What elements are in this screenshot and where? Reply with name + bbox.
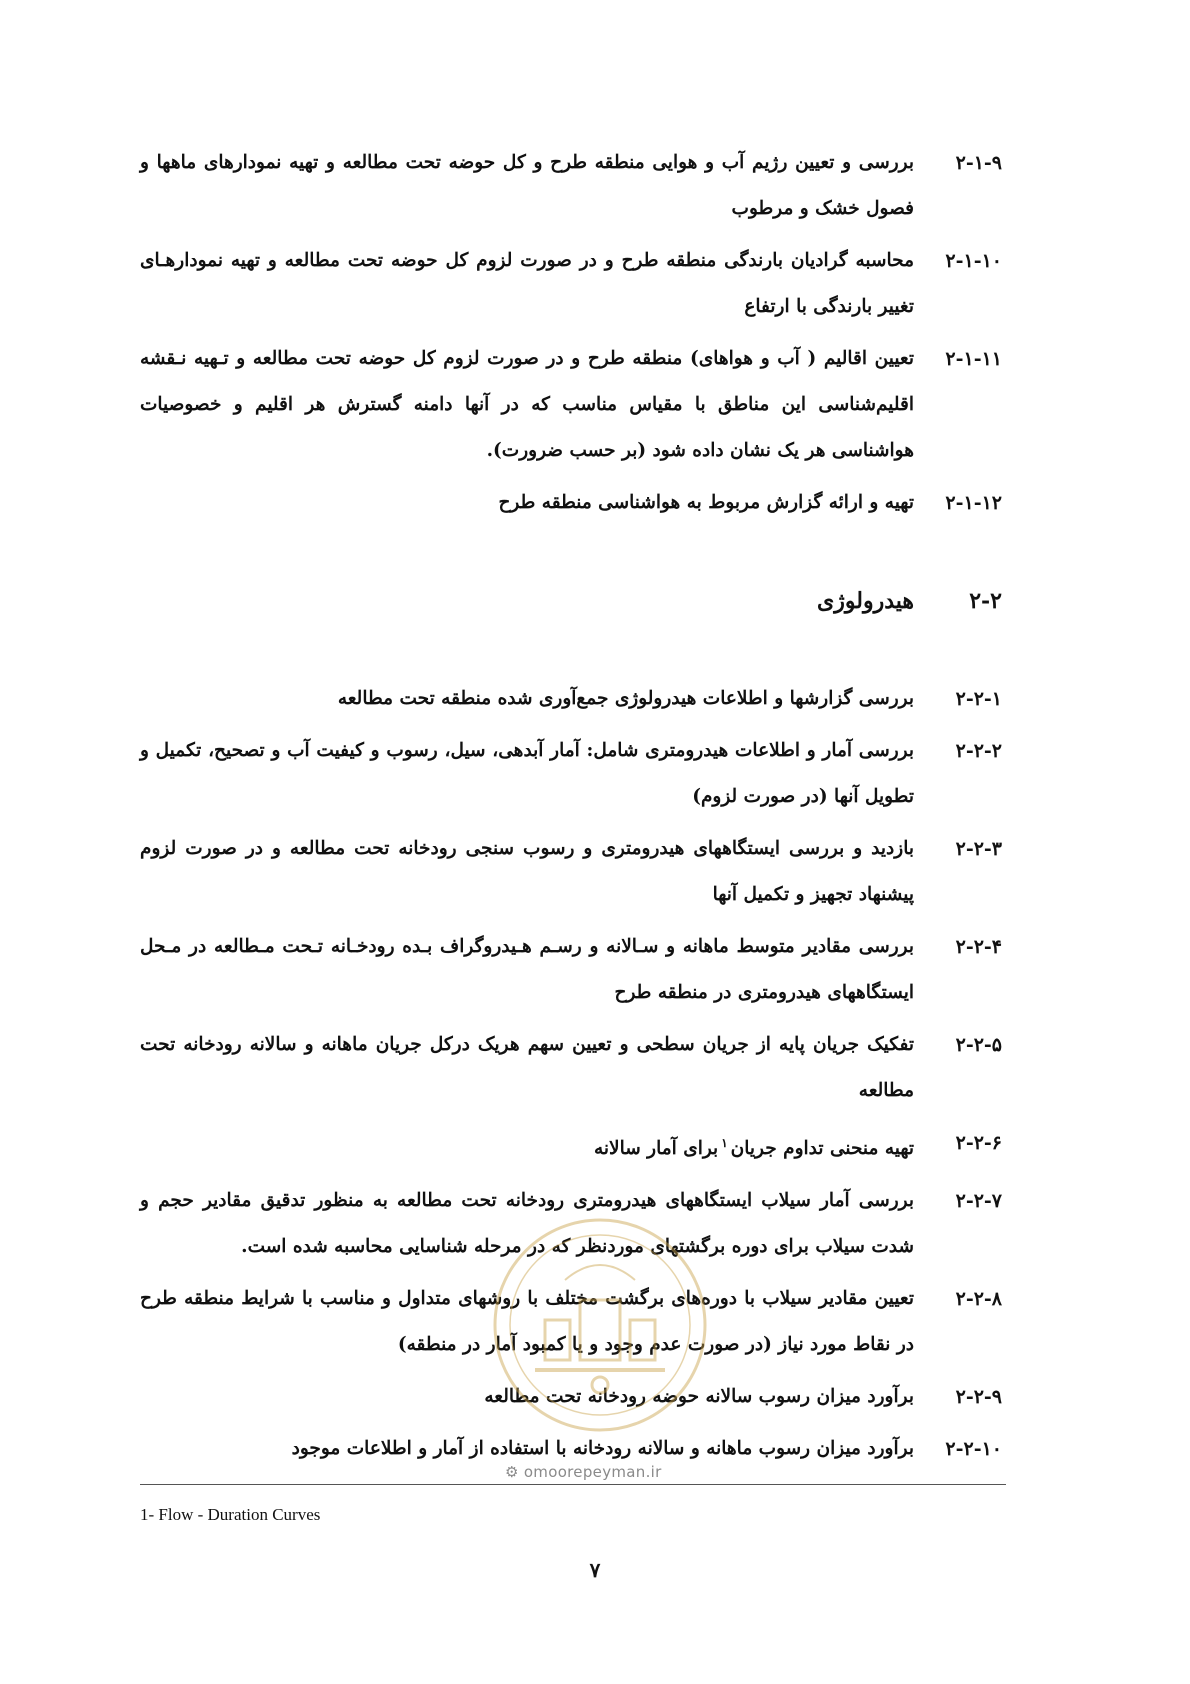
item-text: برآورد میزان رسوب سالانه حوضه رودخانه تحت مطالعه xyxy=(484,1386,914,1408)
list-item xyxy=(140,1022,1006,1114)
list-item xyxy=(140,924,1006,1016)
list-item xyxy=(140,826,1006,918)
item-number: ۲-۲-۷ xyxy=(955,1190,1002,1213)
item-number: ۲-۲-۹ xyxy=(955,1386,1002,1409)
footnote: 1- Flow - Duration Curves xyxy=(140,1505,321,1524)
item-text: بررسی گزارشها و اطلاعات هیدرولوژی جمع‌آوری شده منطقه تحت مطالعه xyxy=(337,688,914,709)
watermark-url: omoorepeyman.ir xyxy=(523,1463,662,1481)
item-text: محاسبه گرادیان بارندگی منطقه طرح و در صورت لزوم کل حوضه تحت مطالعه و تهیه نمودارهـای تغییر بارندگی با ارتفاع xyxy=(140,250,914,317)
section-heading xyxy=(140,578,1006,624)
item-number: ۲-۲-۸ xyxy=(955,1288,1002,1311)
item-number: ۲-۱-۱۱ xyxy=(945,348,1002,370)
item-text: بررسی آمار سیلاب ایستگاههای هیدرومتری رودخانه تحت مطالعه به منظور تدقیق مقادیر حجم و شدت سیلاب برای دوره برگشتهای موردنظر که در مرحله شناسایی محاسبه شده است. xyxy=(140,1190,914,1258)
item-number: ۲-۲-۵ xyxy=(955,1034,1002,1056)
item-text: تفکیک جریان پایه از جریان سطحی و تعیین سهم هریک درکل جریان ماهانه و سالانه رودخانه تحت مطالعه xyxy=(140,1034,914,1101)
item-text: برآورد میزان رسوب ماهانه و سالانه رودخانه با استفاده از آمار و اطلاعات موجود xyxy=(291,1438,914,1460)
footnote-divider xyxy=(140,1484,1006,1485)
watermark-logo xyxy=(485,1210,715,1440)
list-item xyxy=(140,728,1006,820)
item-text-part: برای آمار سالانه xyxy=(593,1138,719,1160)
list-item xyxy=(140,480,1006,526)
item-text xyxy=(140,1120,914,1172)
section-title: هیدرولوژی xyxy=(817,588,914,614)
item-text: بررسی و تعیین رژیم آب و هوایی منطقه طرح و کل حوضه تحت مطالعه و تهیه نمودارهای ماهها و فصول خشک و مرطوب xyxy=(140,152,914,219)
item-text: تعیین مقادیر سیلاب با دوره‌های برگشت مختلف با روشهای متداول و مناسب با شرایط منطقه طرح در نقاط مورد نیاز (در صورت عدم وجود و یا کمبود آمار در منطقه) xyxy=(140,1288,914,1356)
item-number: ۲-۱-۱۰ xyxy=(945,250,1002,272)
section-number: ۲-۲ xyxy=(969,588,1002,614)
item-number: ۲-۱-۹ xyxy=(955,152,1002,174)
item-number: ۲-۲-۴ xyxy=(955,936,1002,958)
item-number: ۲-۲-۱ xyxy=(955,688,1002,710)
list-item xyxy=(140,336,1006,474)
item-number: ۲-۱-۱۲ xyxy=(945,492,1002,514)
list-item xyxy=(140,140,1006,232)
item-text: بررسی آمار و اطلاعات هیدرومتری شامل: آمار آبدهی، سیل، رسوب و کیفیت آب و تصحیح، تکمیل و تطویل آنها (در صورت لزوم) xyxy=(140,740,914,807)
item-text-part: تهیه منحنی تداوم جریان xyxy=(730,1138,914,1160)
item-number: ۲-۲-۳ xyxy=(955,838,1002,860)
page-number: ۷ xyxy=(589,1558,601,1582)
item-text: بررسی مقادیر متوسط ماهانه و سـالانه و رسـم هـیدروگراف بـده رودخـانه تـحت مـطالعه در مـحل ایستگاههای هیدرومتری در منطقه طرح xyxy=(140,936,914,1003)
item-number: ۲-۲-۲ xyxy=(955,740,1002,762)
list-item xyxy=(140,1120,1006,1172)
item-text: بازدید و بررسی ایستگاههای هیدرومتری و رسوب سنجی رودخانه تحت مطالعه و در صورت لزوم پیشنهاد تجهیز و تکمیل آنها xyxy=(140,838,914,905)
item-text: تهیه و ارائه گزارش مربوط به هواشناسی منطقه طرح xyxy=(498,492,914,513)
footnote-ref: ۱ xyxy=(721,1136,728,1150)
list-item xyxy=(140,238,1006,330)
item-number: ۲-۲-۱۰ xyxy=(945,1438,1002,1461)
item-text: تعیین اقالیم ( آب و هواهای) منطقه طرح و در صورت لزوم کل حوضه تحت مطالعه و تـهیه نـقشه اقلیم‌شناسی این مناطق با مقیاس مناسب که در آنها دامنه گسترش هر اقلیم و خصوصیات هواشناسی هر یک نشان داده شود (بر حسب ضرورت). xyxy=(140,348,914,461)
item-number: ۲-۲-۶ xyxy=(955,1132,1002,1154)
watermark-text: ⚙ omoorepeyman.ir xyxy=(505,1463,662,1481)
list-item xyxy=(140,676,1006,722)
